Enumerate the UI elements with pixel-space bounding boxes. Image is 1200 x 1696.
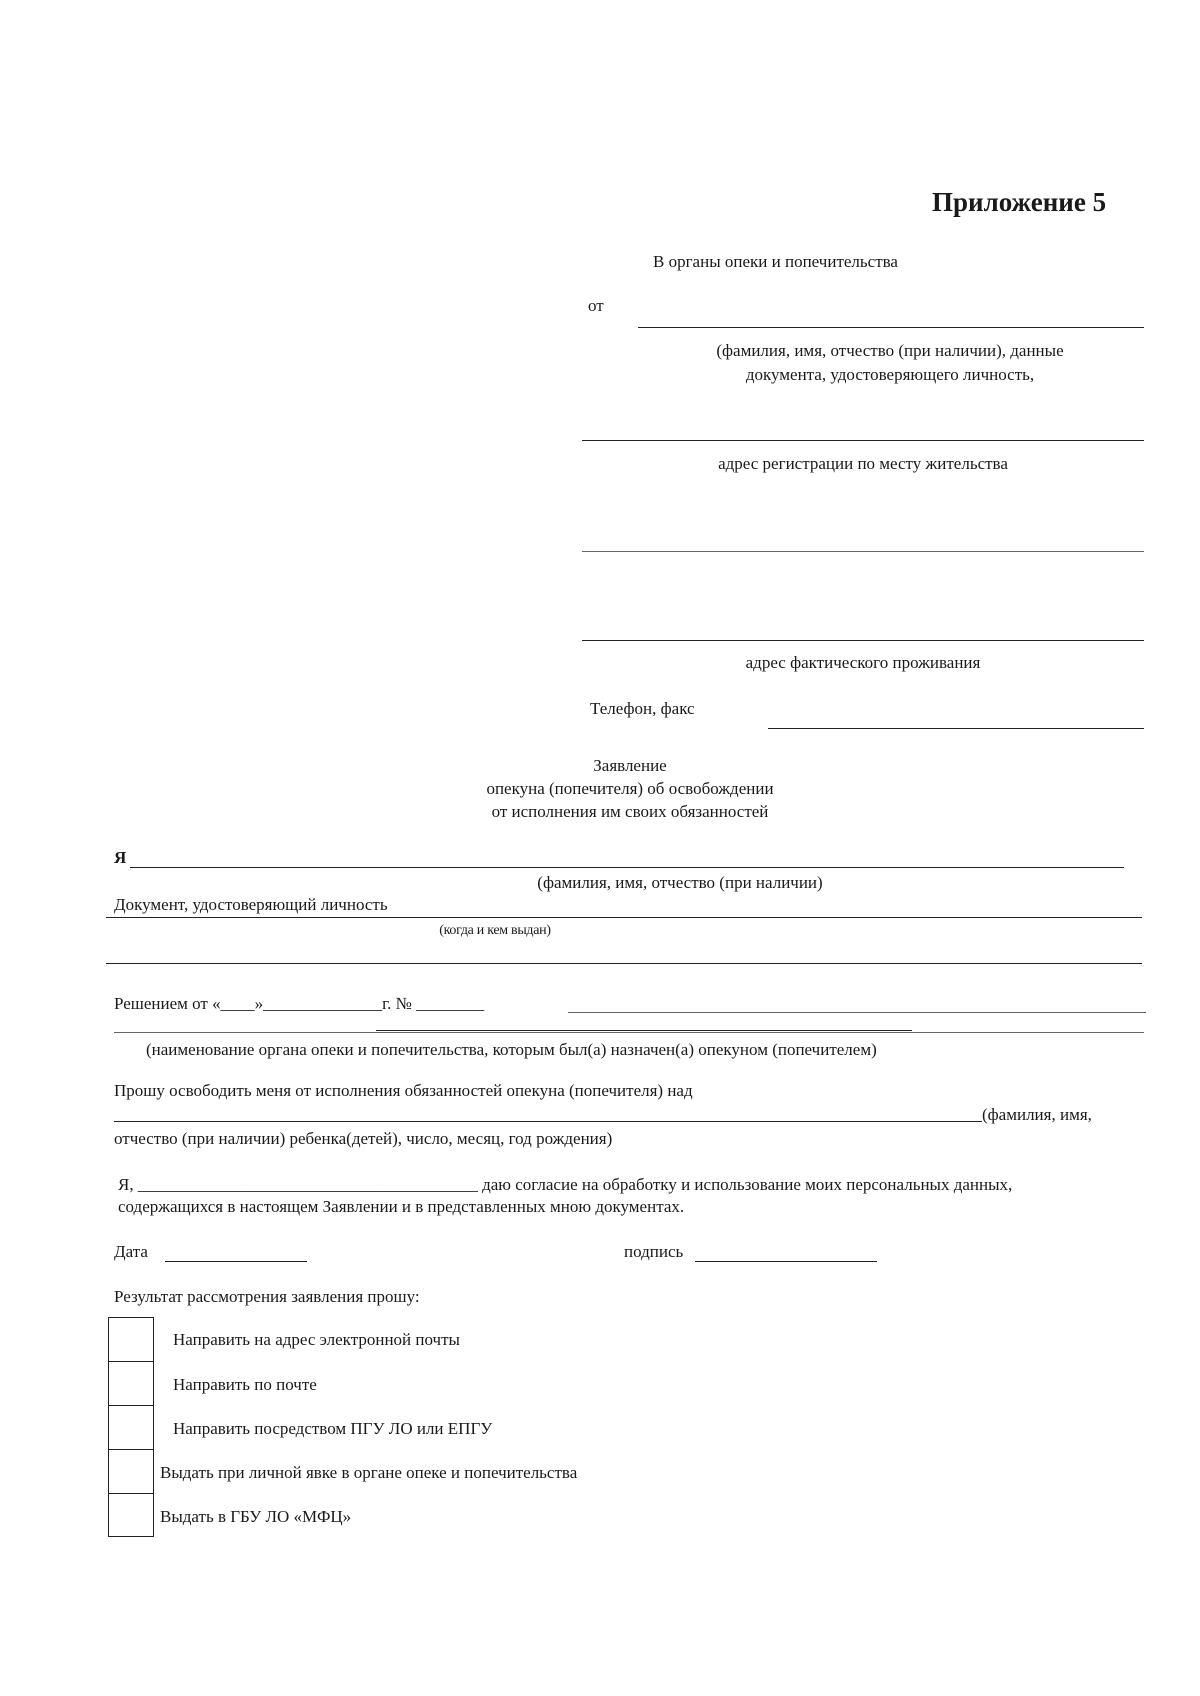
applicant-fio-hint: (фамилия, имя, отчество (при наличии) — [537, 873, 823, 892]
option-checkbox-post[interactable] — [108, 1361, 154, 1405]
addressee: В органы опеки и попечительства — [653, 252, 898, 271]
consent-text-1 — [118, 1176, 1012, 1193]
child-fio-line[interactable] — [114, 1121, 982, 1122]
authority-line[interactable] — [114, 1032, 1144, 1033]
consent-prefix: Я, — [118, 1175, 138, 1194]
option-label-in-person: Выдать при личной явке в органе опеке и попечительства — [160, 1463, 578, 1482]
actual-address-line[interactable] — [582, 640, 1144, 641]
phone-label: Телефон, факс — [590, 699, 695, 718]
date-label: Дата — [114, 1242, 148, 1261]
id-doc-label: Документ, удостоверяющий личность — [114, 895, 388, 914]
phone-line[interactable] — [768, 728, 1144, 729]
option-checkbox-in-person[interactable] — [108, 1449, 154, 1493]
authority-hint: (наименование органа опеки и попечительства, которым был(а) назначен(а) опекуном (попечителем) — [146, 1040, 877, 1059]
option-label-post: Направить по почте — [173, 1375, 317, 1394]
signature-label: подпись — [624, 1242, 684, 1261]
option-checkbox-mfc[interactable] — [108, 1493, 154, 1537]
consent-tail: даю согласие на обработку и использование моих персональных данных, — [477, 1175, 1013, 1194]
signature-line[interactable] — [695, 1261, 877, 1262]
id-doc-field-line[interactable] — [106, 917, 1142, 918]
statement-subtitle-1: опекуна (попечителя) об освобождении — [486, 779, 774, 798]
date-line[interactable] — [165, 1261, 307, 1262]
authority-line-bold — [376, 1030, 912, 1031]
fio-hint-1: (фамилия, имя, отчество (при наличии), данные — [716, 341, 1064, 360]
request-text-3: отчество (при наличии) ребенка(детей), число, месяц, год рождения) — [114, 1129, 613, 1148]
consent-blank[interactable]: ________________________________________ — [137, 1175, 478, 1194]
option-label-mfc: Выдать в ГБУ ЛО «МФЦ» — [160, 1507, 352, 1526]
result-label: Результат рассмотрения заявления прошу: — [114, 1287, 420, 1306]
statement-subtitle-2: от исполнения им своих обязанностей — [491, 802, 769, 821]
page-title: Приложение 5 — [932, 187, 1107, 217]
id-doc-field-line-2[interactable] — [106, 963, 1142, 964]
decision-line-right[interactable] — [568, 1012, 1146, 1013]
when-by-hint: (когда и кем выдан) — [439, 923, 551, 938]
option-checkbox-pgu[interactable] — [108, 1405, 154, 1449]
from-label: от — [588, 296, 604, 315]
fio-hint-2: документа, удостоверяющего личность, — [745, 365, 1035, 384]
i-label: Я — [114, 848, 127, 867]
applicant-fio-line[interactable] — [130, 867, 1124, 868]
option-label-email: Направить на адрес электронной почты — [173, 1330, 460, 1349]
reg-address-line[interactable] — [582, 551, 1144, 552]
id-doc-line[interactable] — [582, 440, 1144, 441]
actual-address-hint: адрес фактического проживания — [745, 653, 981, 672]
option-checkbox-email[interactable] — [108, 1317, 154, 1361]
request-text-2: (фамилия, имя, — [982, 1105, 1092, 1124]
request-text-1: Прошу освободить меня от исполнения обязанностей опекуна (попечителя) над — [114, 1081, 693, 1100]
option-label-pgu: Направить посредством ПГУ ЛО или ЕПГУ — [173, 1419, 493, 1438]
consent-text-2: содержащихся в настоящем Заявлении и в представленных мною документах. — [118, 1197, 685, 1216]
statement-title: Заявление — [593, 756, 667, 775]
reg-address-hint: адрес регистрации по месту жительства — [718, 454, 1008, 473]
decision-label: Решением от «____»______________г. № ________ — [114, 994, 485, 1013]
from-fio-line[interactable] — [638, 327, 1144, 328]
